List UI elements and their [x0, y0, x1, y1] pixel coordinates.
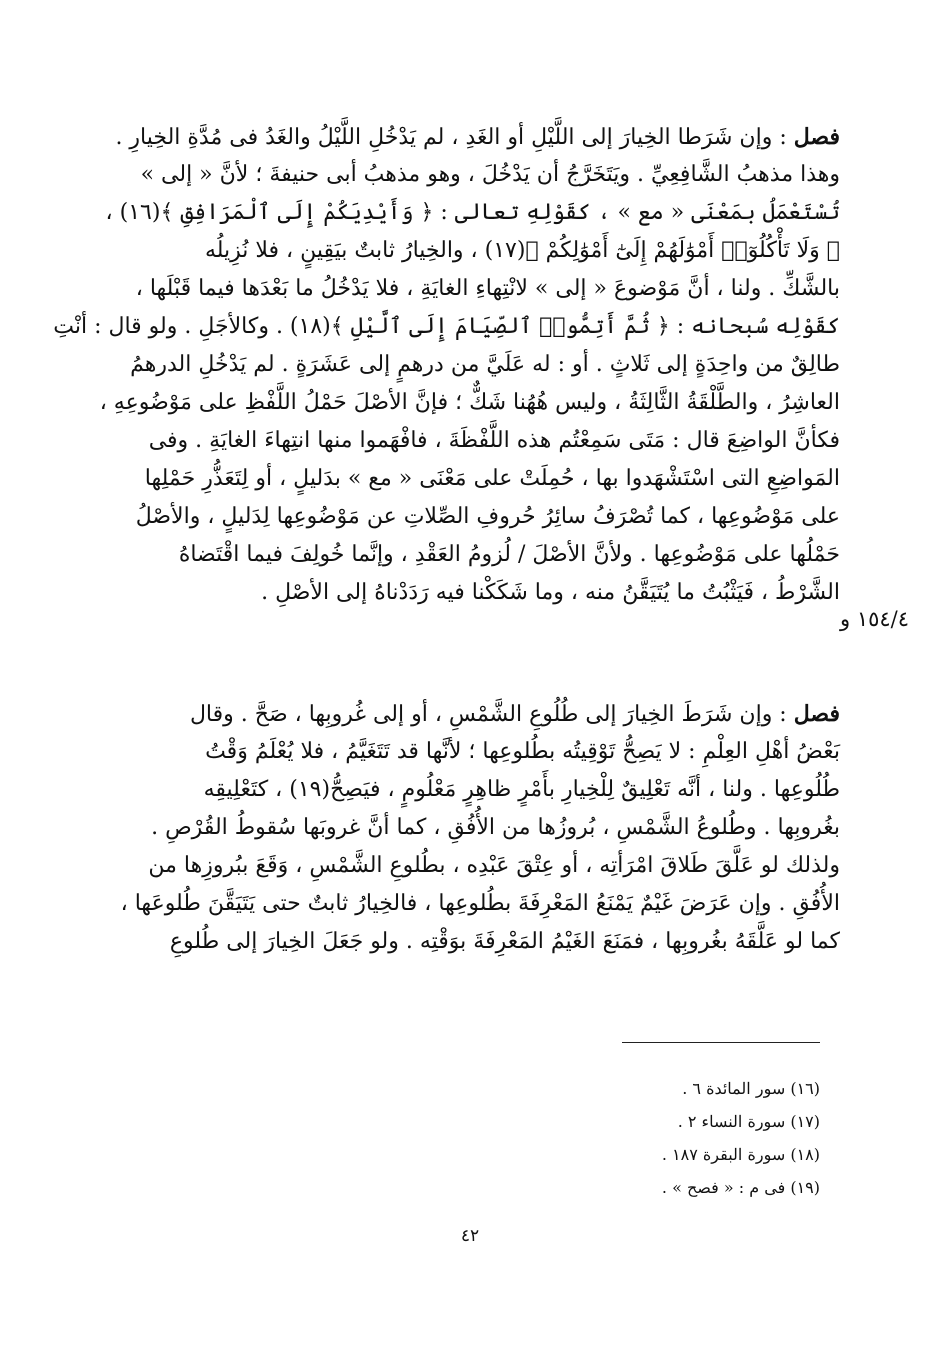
text-line: بَعْضُ أهْلِ العِلْمِ : لا يَصِحُّ تَوْقِيتُه بطُلوعِها ؛ لأنَّها قد تَتَغَيَّمُ ، فلا يُعْلَمُ وَقْتُ: [205, 739, 840, 764]
text-line: [115, 118, 840, 156]
text-line: [160, 695, 840, 733]
section-2: [120, 695, 840, 961]
text-line: المَواضِعِ التى اسْتَشْهَدوا بها ، حُمِلَتْ على مَعْنَى « مع » بدَليلٍ ، أو لِتَعَذُّرِ حَمْلِها: [144, 466, 840, 491]
text-line: وهذا مذهبُ الشَّافِعِيِّ . ويَتَخَرَّجُ أن يَدْخُلَ ، وهو مذهبُ أبى حنيفةَ ؛ لأنَّ « إلى »: [140, 162, 840, 187]
text-line: بالشَّكِّ . ولنا ، أنَّ مَوْضوعَ « إلى » لانْتِهاءِ الغايَةِ ، فلا يَدْخُلُ ما بَعْدَها فيما قَبْلَها ،: [135, 276, 840, 301]
footnote: (١٦) سور المائدة ٦ .: [682, 1079, 820, 1098]
text-line: العاشِرُ ، والطَّلْقَةُ الثَّالِثَةُ ، وليس هُهُنا شَكٌّ ؛ فإنَّ الأصْلَ حَمْلُ اللَّفْظِ على مَوْضُوعِهِ ،: [99, 390, 840, 415]
footnote: (١٧) سورة النساء ٢ .: [677, 1112, 820, 1131]
section-heading: فصل: [793, 701, 840, 727]
footnote: (١٩) فى م : « فصح » .: [661, 1178, 820, 1197]
page-number: ٤٢: [460, 1226, 480, 1246]
text-line: بغُروبِها . وطُلوعُ الشَّمْسِ ، بُروزُها من الأُفُقِ ، كما أنَّ غروبَها سُقوطُ القُرْصِ .: [151, 815, 840, 840]
margin-page-reference: ١٥٤/٤ و: [840, 607, 910, 631]
text-line: تُسْتَعْمَلُ بمَعْنَى « مع » ، كقَوْلِهِ تعالى : ﴿ وَأَيْدِيَكُمْ إِلَى ٱلْمَرَافِقِ ﴾(١٦) ،: [105, 200, 840, 225]
line-text: : وإن شَرَطَ الخِيارَ إلى طُلُوعِ الشَّمْسِ ، أو إلى غُروبِها ، صَحَّ . وقال: [189, 702, 787, 727]
text-line: الأُفُقِ . وإن عَرَضَ غَيْمٌ يَمْنَعُ المَعْرِفَةَ بطُلوعِها ، فالخِيارُ ثابتٌ حتى يَتَيَقَّنَ طُلوعَها ،: [120, 891, 840, 916]
footnote-divider: [622, 1042, 820, 1043]
text-line: فكأنَّ الواضِعَ قال : مَتَى سَمِعْتُم هذه اللَّفْظَةَ ، فافْهَموا منها انتِهاءَ الغايَةِ . وفى: [148, 428, 840, 453]
text-line: الشَّرْطُ ، فَيَثْبُتُ ما يُتَيَقَّنُ منه ، وما شَكَكْنا فيه رَدَدْناهُ إلى الأصْلِ .: [261, 580, 840, 605]
footnotes: [500, 1072, 820, 1204]
text-line: كقَوْلِه سُبحانه : ﴿ ثُمَّ أَتِمُّوا۟ ٱلصِّيَامَ إِلَى ٱلَّيْلِ ﴾(١٨) . وكالأجَلِ . ولو قال : أنْتِ: [53, 314, 840, 339]
text-line: على مَوْضُوعِها ، كما تُصْرَفُ سائِرُ حُروفِ الصِّلاتِ عن مَوْضُوعِها لِدَليلٍ ، والأصْلُ: [135, 504, 840, 529]
text-line: كما لو عَلَّقَهُ بغُروبِها ، فمَنَعَ الغَيْمُ المَعْرِفَةَ بوَقْتِه . ولو جَعَلَ الخِيارَ إلى طُلوعِ: [169, 929, 840, 954]
footnote: (١٨) سورة البقرة ١٨٧ .: [661, 1145, 820, 1164]
text-line: ولذلك لو عَلَّقَ طَلاقَ امْرَأتِه ، أو عِتْقَ عَبْدِه ، بطُلوعِ الشَّمْسِ ، وَقَعَ ببُروزِها من: [148, 853, 840, 878]
text-line: حَمْلُها على مَوْضُوعِها . ولأنَّ الأصْلَ / لُزومُ العَقْدِ ، وإنَّما خُولِفَ فيما اقْتَضاهُ: [178, 542, 840, 567]
text-line: طُلُوعِها . ولنا ، أنَّه تَعْلِيقٌ لِلْخِيارِ بأَمْرٍ ظاهِرٍ مَعْلُومٍ ، فيَصِحُّ(١٩) ، كتَعْلِيقِه: [203, 777, 840, 802]
text-line: طالِقٌ من واحِدَةٍ إلى ثَلاثٍ . أو : له عَلَيَّ من درهمٍ إلى عَشَرَةٍ . لم يَدْخُلِ الدرهمُ: [130, 352, 840, 377]
line-text: : وإن شَرَطا الخِيارَ إلى اللَّيْلِ أو الغَدِ ، لم يَدْخُلِ اللَّيْلُ والغَدُ فى مُدَّةِ الخِيارِ .: [115, 125, 787, 150]
text-line: ﴿ وَلَا تَأْكُلُوٓا۟ أَمْوَٰلَهُمْ إِلَىٰٓ أَمْوَٰلِكُمْ ﴾(١٧) ، والخِيارُ ثابتٌ بيَقِينٍ ، فلا نُزِيلُه: [204, 238, 840, 263]
section-1: [53, 118, 840, 612]
section-heading: فصل: [793, 124, 840, 150]
